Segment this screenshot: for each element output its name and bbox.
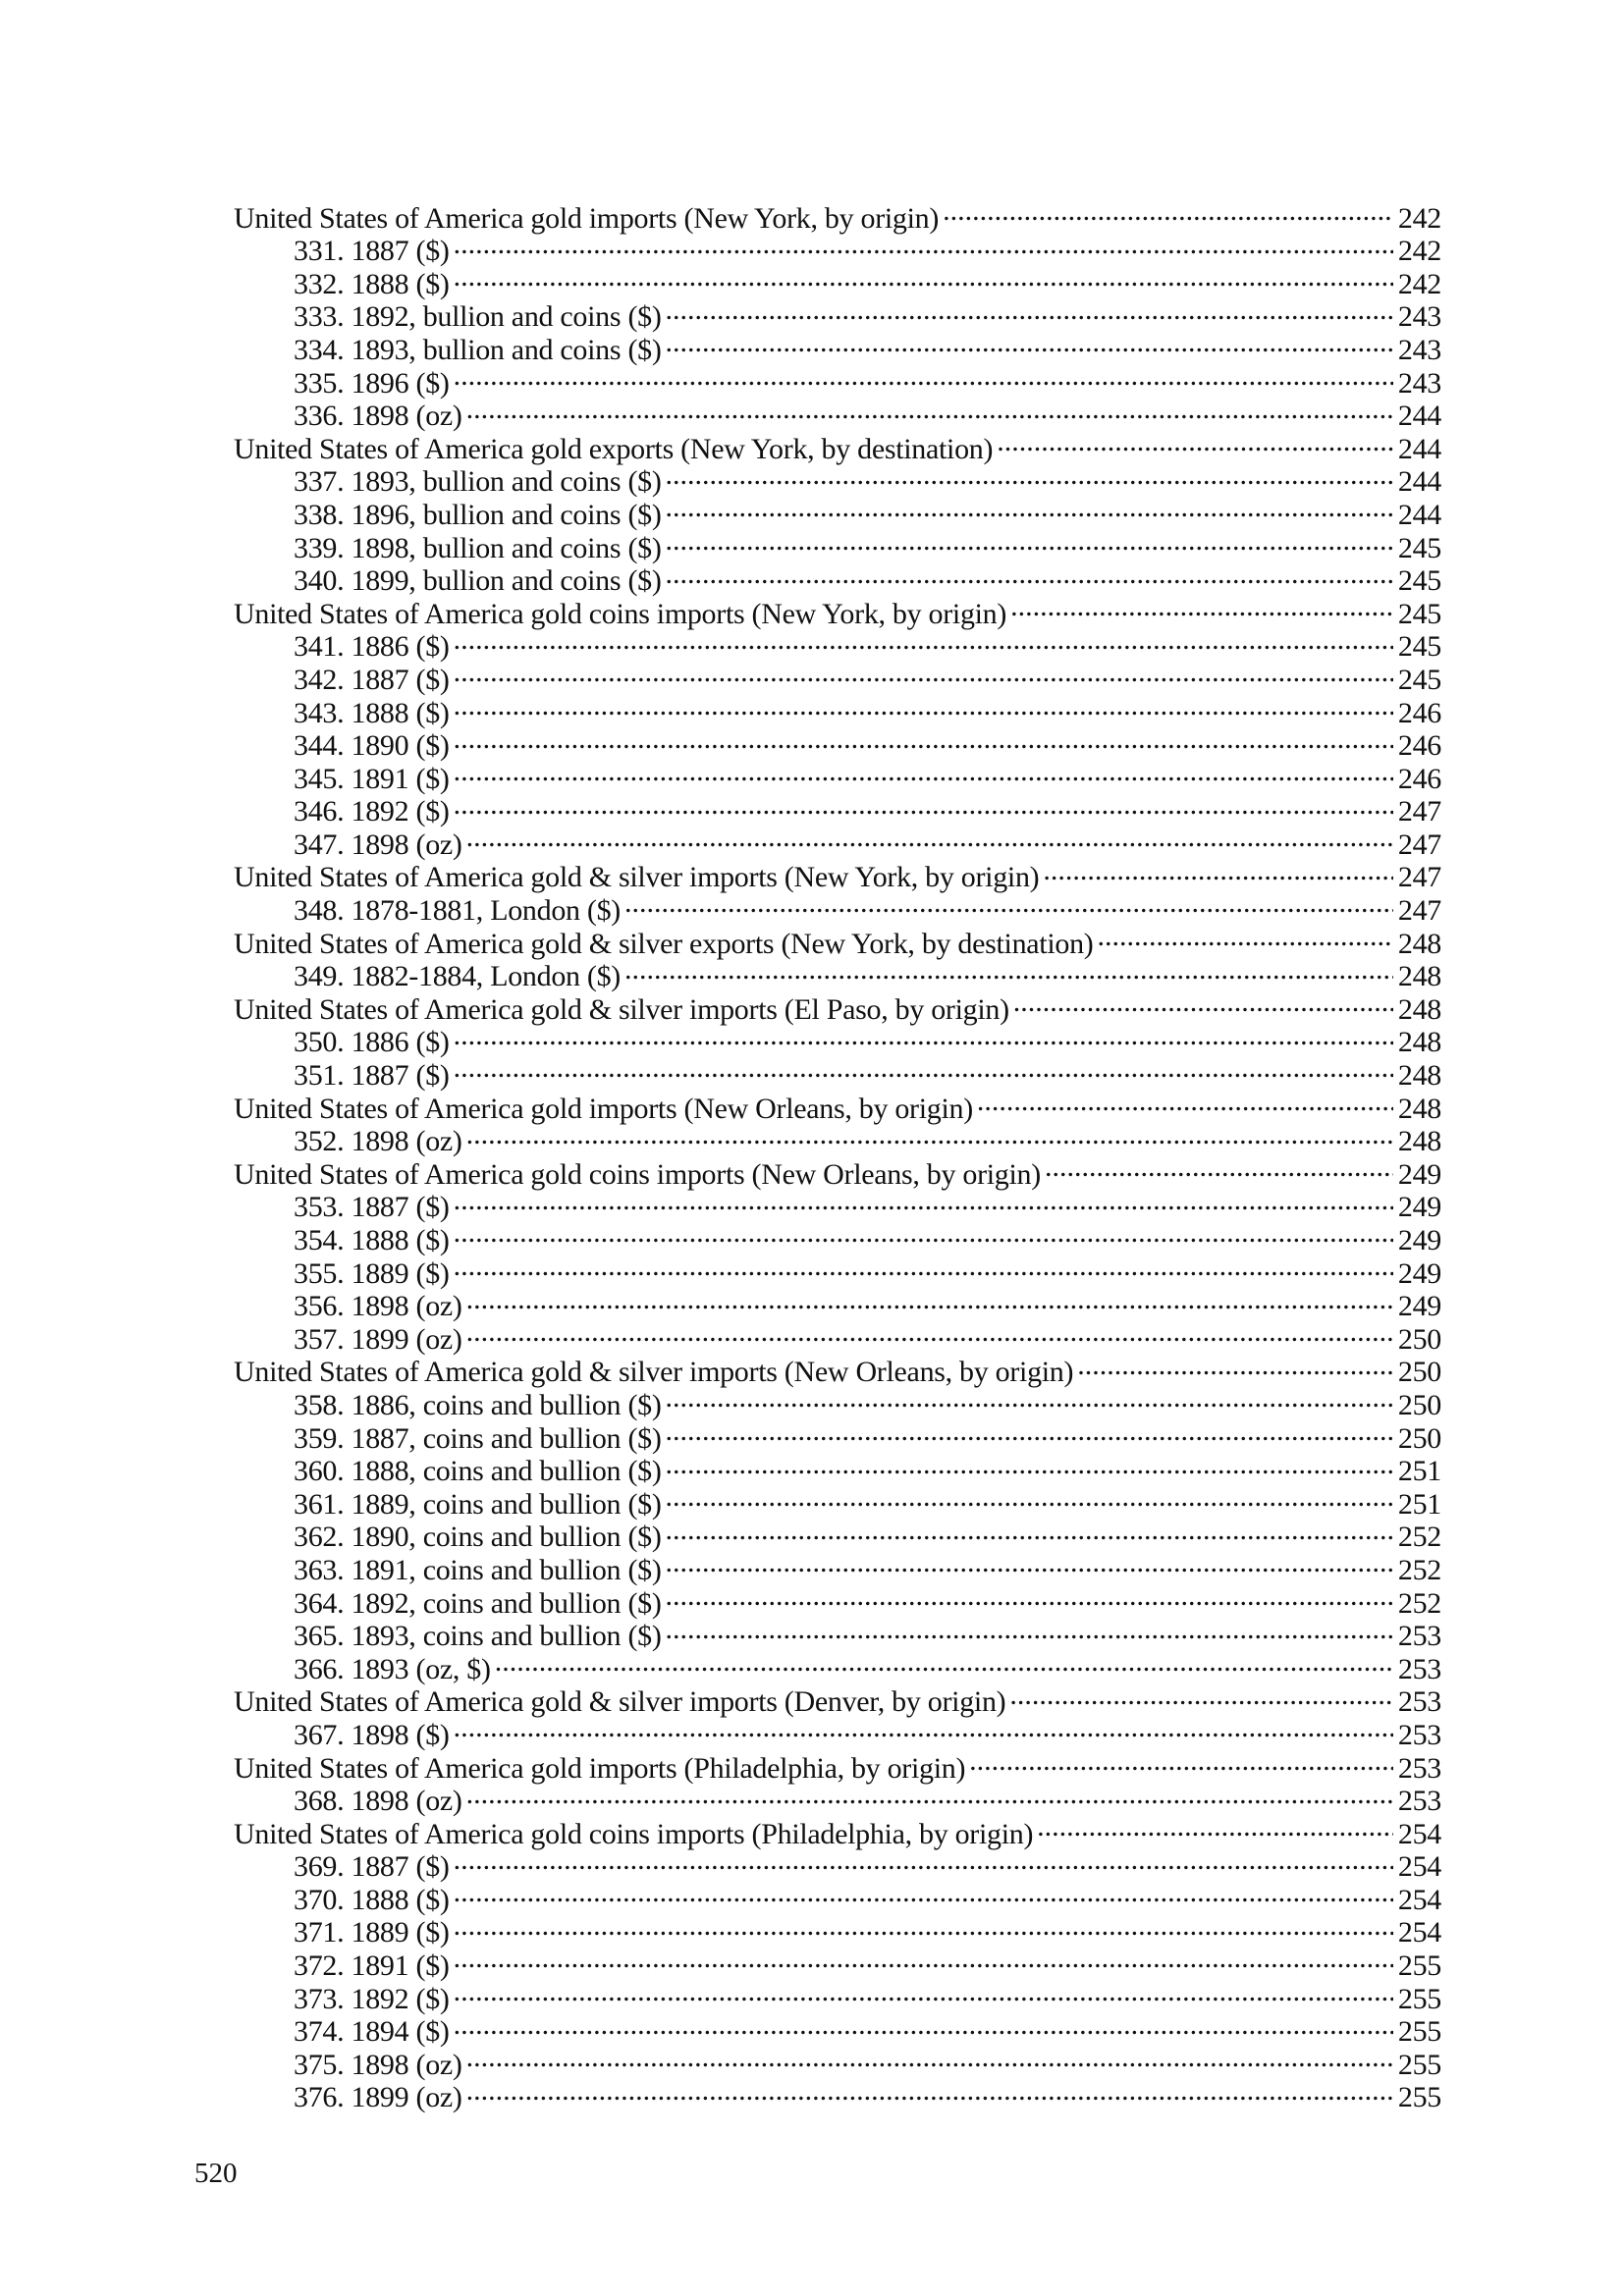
toc-entry-page: 245 <box>1397 630 1441 664</box>
toc-entry-label: 344. 1890 ($) <box>294 729 450 763</box>
dot-leader <box>624 886 1393 920</box>
dot-leader <box>454 1184 1393 1217</box>
toc-entry-page: 246 <box>1397 696 1441 729</box>
toc-entry-page: 244 <box>1397 465 1441 499</box>
toc-entry-page: 247 <box>1397 828 1441 861</box>
dot-leader <box>1013 986 1393 1019</box>
toc-entry-page: 243 <box>1397 366 1441 400</box>
dot-leader <box>1077 1349 1393 1382</box>
toc-entry-page: 247 <box>1397 894 1441 928</box>
dot-leader <box>454 1975 1393 2008</box>
toc-entry-page: 247 <box>1397 795 1441 828</box>
toc-entry-label: 335. 1896 ($) <box>294 366 450 400</box>
toc-entry-label: 356. 1898 (oz) <box>294 1290 462 1323</box>
toc-entry-label: 372. 1891 ($) <box>294 1949 450 1983</box>
toc-entry-label: 366. 1893 (oz, $) <box>294 1652 491 1685</box>
dot-leader <box>454 2008 1393 2042</box>
toc-entry-page: 253 <box>1397 1751 1441 1785</box>
toc-entry-label: 364. 1892, coins and bullion ($) <box>294 1586 662 1620</box>
toc-entry-label: 355. 1889 ($) <box>294 1256 450 1290</box>
dot-leader <box>454 1051 1393 1085</box>
toc-entry-page: 242 <box>1397 201 1441 235</box>
dot-leader <box>1045 1150 1393 1184</box>
toc-entry-page: 245 <box>1397 564 1441 598</box>
toc-entry-label: 331. 1887 ($) <box>294 235 450 268</box>
toc-entry-label: 368. 1898 (oz) <box>294 1785 462 1818</box>
page-number: 520 <box>194 2158 238 2189</box>
toc-entry-page: 253 <box>1397 1620 1441 1653</box>
dot-leader <box>977 1085 1393 1118</box>
toc-entry-page: 245 <box>1397 597 1441 630</box>
toc-entry-label: 340. 1899, bullion and coins ($) <box>294 564 662 598</box>
dot-leader <box>666 1381 1393 1415</box>
toc-entry-label: 362. 1890, coins and bullion ($) <box>294 1521 662 1554</box>
toc-entry-label: 337. 1893, bullion and coins ($) <box>294 465 662 499</box>
dot-leader <box>466 1778 1393 1811</box>
toc-entry-label: 352. 1898 (oz) <box>294 1125 462 1158</box>
toc-entry-label: 370. 1888 ($) <box>294 1883 450 1916</box>
dot-leader <box>943 194 1393 228</box>
dot-leader <box>466 1283 1393 1316</box>
dot-leader <box>666 326 1393 359</box>
toc-entry-label: United States of America gold exports (New York, by destination) <box>234 432 994 465</box>
toc-entry-page: 248 <box>1397 1092 1441 1125</box>
toc-entry-page: 255 <box>1397 2048 1441 2081</box>
toc-entry-label: 350. 1886 ($) <box>294 1026 450 1059</box>
dot-leader <box>969 1744 1393 1778</box>
toc-entry-page: 244 <box>1397 432 1441 465</box>
toc-entry-page: 248 <box>1397 1059 1441 1093</box>
dot-leader <box>454 1019 1393 1052</box>
dot-leader <box>466 821 1393 854</box>
toc-entry-page: 255 <box>1397 1982 1441 2015</box>
dot-leader <box>666 458 1393 492</box>
toc-entry-label: 334. 1893, bullion and coins ($) <box>294 333 662 366</box>
dot-leader <box>454 260 1393 294</box>
dot-leader <box>1043 854 1393 887</box>
toc-entry-label: 375. 1898 (oz) <box>294 2048 462 2081</box>
toc-entry-label: 371. 1889 ($) <box>294 1916 450 1949</box>
dot-leader <box>466 2074 1393 2108</box>
dot-leader <box>454 623 1393 657</box>
toc-entry-page: 253 <box>1397 1685 1441 1719</box>
toc-entry-page: 242 <box>1397 267 1441 300</box>
toc-entry-label: United States of America gold & silver imports (New Orleans, by origin) <box>234 1356 1074 1389</box>
toc-entry-page: 243 <box>1397 333 1441 366</box>
toc-entry-label: 332. 1888 ($) <box>294 267 450 300</box>
toc-entry-label: 360. 1888, coins and bullion ($) <box>294 1455 662 1488</box>
dot-leader <box>454 1711 1393 1744</box>
toc-entry-page: 250 <box>1397 1356 1441 1389</box>
toc-entry-page: 253 <box>1397 1718 1441 1751</box>
toc-entry-page: 246 <box>1397 729 1441 763</box>
toc-entry-page: 253 <box>1397 1785 1441 1818</box>
toc-entry-label: 365. 1893, coins and bullion ($) <box>294 1620 662 1653</box>
toc-entry-page: 248 <box>1397 1026 1441 1059</box>
dot-leader <box>666 1415 1393 1448</box>
toc-heading <box>234 194 1441 235</box>
dot-leader <box>666 1546 1393 1579</box>
toc-entry-page: 248 <box>1397 992 1441 1026</box>
table-of-contents <box>234 194 1441 2114</box>
toc-entry-label: United States of America gold coins imports (New York, by origin) <box>234 597 1007 630</box>
dot-leader <box>666 1480 1393 1514</box>
toc-entry-label: 367. 1898 ($) <box>294 1718 450 1751</box>
dot-leader <box>666 1514 1393 1547</box>
toc-entry-page: 242 <box>1397 235 1441 268</box>
toc-entry-page: 249 <box>1397 1191 1441 1224</box>
toc-entry-page: 249 <box>1397 1290 1441 1323</box>
toc-entry-label: United States of America gold coins imports (New Orleans, by origin) <box>234 1157 1041 1191</box>
dot-leader <box>454 1909 1393 1943</box>
toc-entry-label: 342. 1887 ($) <box>294 663 450 696</box>
toc-entry-page: 249 <box>1397 1256 1441 1290</box>
toc-entry-label: 347. 1898 (oz) <box>294 828 462 861</box>
toc-entry-label: 348. 1878-1881, London ($) <box>294 894 621 928</box>
toc-entry-label: 351. 1887 ($) <box>294 1059 450 1093</box>
dot-leader <box>466 1315 1393 1349</box>
dot-leader <box>495 1645 1393 1679</box>
dot-leader <box>666 1448 1393 1481</box>
toc-entry-label: 346. 1892 ($) <box>294 795 450 828</box>
dot-leader <box>997 425 1393 458</box>
dot-leader <box>666 1613 1393 1646</box>
dot-leader <box>454 359 1393 393</box>
toc-entry-page: 254 <box>1397 1883 1441 1916</box>
toc-entry-page: 247 <box>1397 861 1441 894</box>
toc-entry-page: 244 <box>1397 400 1441 433</box>
toc-entry-label: 369. 1887 ($) <box>294 1850 450 1884</box>
dot-leader <box>466 2041 1393 2074</box>
toc-entry-page: 252 <box>1397 1586 1441 1620</box>
toc-entry-label: 339. 1898, bullion and coins ($) <box>294 531 662 564</box>
dot-leader <box>624 953 1393 987</box>
toc-entry-label: 333. 1892, bullion and coins ($) <box>294 300 662 334</box>
dot-leader <box>466 393 1393 426</box>
toc-entry-label: 345. 1891 ($) <box>294 762 450 795</box>
toc-entry-page: 248 <box>1397 1125 1441 1158</box>
toc-entry-page: 245 <box>1397 663 1441 696</box>
dot-leader <box>666 491 1393 524</box>
dot-leader <box>1037 1810 1393 1843</box>
dot-leader <box>454 1942 1393 1975</box>
toc-entry-page: 250 <box>1397 1421 1441 1455</box>
toc-entry-label: United States of America gold imports (New York, by origin) <box>234 201 940 235</box>
toc-entry-label: 343. 1888 ($) <box>294 696 450 729</box>
toc-entry-label: United States of America gold imports (New Orleans, by origin) <box>234 1092 973 1125</box>
toc-entry-label: United States of America gold coins imports (Philadelphia, by origin) <box>234 1817 1034 1850</box>
dot-leader <box>454 1843 1393 1877</box>
toc-entry-page: 252 <box>1397 1553 1441 1586</box>
toc-entry-label: 338. 1896, bullion and coins ($) <box>294 498 662 531</box>
toc-entry-label: United States of America gold & silver exports (New York, by destination) <box>234 927 1094 960</box>
dot-leader <box>666 1579 1393 1613</box>
toc-entry-label: 354. 1888 ($) <box>294 1224 450 1256</box>
dot-leader <box>454 1216 1393 1250</box>
dot-leader <box>1010 590 1393 623</box>
dot-leader <box>666 558 1393 591</box>
toc-entry-page: 255 <box>1397 1949 1441 1983</box>
toc-entry-page: 254 <box>1397 1916 1441 1949</box>
toc-entry-page: 254 <box>1397 1850 1441 1884</box>
toc-entry-label: United States of America gold imports (Philadelphia, by origin) <box>234 1751 966 1785</box>
toc-entry-page: 255 <box>1397 2081 1441 2114</box>
toc-entry-page: 249 <box>1397 1157 1441 1191</box>
toc-entry-page: 245 <box>1397 531 1441 564</box>
dot-leader <box>1009 1679 1393 1712</box>
toc-entry-label: United States of America gold & silver imports (El Paso, by origin) <box>234 992 1009 1026</box>
dot-leader <box>454 1250 1393 1283</box>
dot-leader <box>454 1876 1393 1909</box>
toc-entry-page: 254 <box>1397 1817 1441 1850</box>
toc-entry-label: 374. 1894 ($) <box>294 2015 450 2049</box>
toc-entry-page: 248 <box>1397 927 1441 960</box>
toc-entry-page: 249 <box>1397 1224 1441 1256</box>
toc-entry-label: 363. 1891, coins and bullion ($) <box>294 1553 662 1586</box>
toc-entry-page: 246 <box>1397 762 1441 795</box>
dot-leader <box>454 755 1393 788</box>
toc-entry-label: 341. 1886 ($) <box>294 630 450 664</box>
dot-leader <box>454 656 1393 689</box>
toc-entry-page: 253 <box>1397 1652 1441 1685</box>
toc-entry-label: United States of America gold & silver imports (New York, by origin) <box>234 861 1040 894</box>
toc-entry-page: 243 <box>1397 300 1441 334</box>
toc-entry-label: 358. 1886, coins and bullion ($) <box>294 1388 662 1421</box>
toc-entry-page: 244 <box>1397 498 1441 531</box>
dot-leader <box>454 788 1393 822</box>
dot-leader <box>454 689 1393 722</box>
toc-entry-label: 353. 1887 ($) <box>294 1191 450 1224</box>
toc-entry-label: 357. 1899 (oz) <box>294 1322 462 1356</box>
toc-entry-page: 251 <box>1397 1455 1441 1488</box>
toc-entry-label: 359. 1887, coins and bullion ($) <box>294 1421 662 1455</box>
toc-entry-page: 248 <box>1397 960 1441 993</box>
toc-entry-page: 251 <box>1397 1487 1441 1521</box>
toc-entry-page: 250 <box>1397 1388 1441 1421</box>
dot-leader <box>666 524 1393 558</box>
dot-leader <box>466 1118 1393 1151</box>
toc-entry-label: 349. 1882-1884, London ($) <box>294 960 621 993</box>
toc-entry-page: 250 <box>1397 1322 1441 1356</box>
toc-entry-label: 336. 1898 (oz) <box>294 400 462 433</box>
toc-entry-label: 376. 1899 (oz) <box>294 2081 462 2114</box>
toc-entry-page: 252 <box>1397 1521 1441 1554</box>
toc-entry-label: United States of America gold & silver imports (Denver, by origin) <box>234 1685 1006 1719</box>
toc-entry-label: 361. 1889, coins and bullion ($) <box>294 1487 662 1521</box>
dot-leader <box>666 294 1393 327</box>
dot-leader <box>454 722 1393 756</box>
dot-leader <box>454 228 1393 261</box>
dot-leader <box>1097 920 1392 953</box>
toc-entry-label: 373. 1892 ($) <box>294 1982 450 2015</box>
toc-entry-page: 255 <box>1397 2015 1441 2049</box>
